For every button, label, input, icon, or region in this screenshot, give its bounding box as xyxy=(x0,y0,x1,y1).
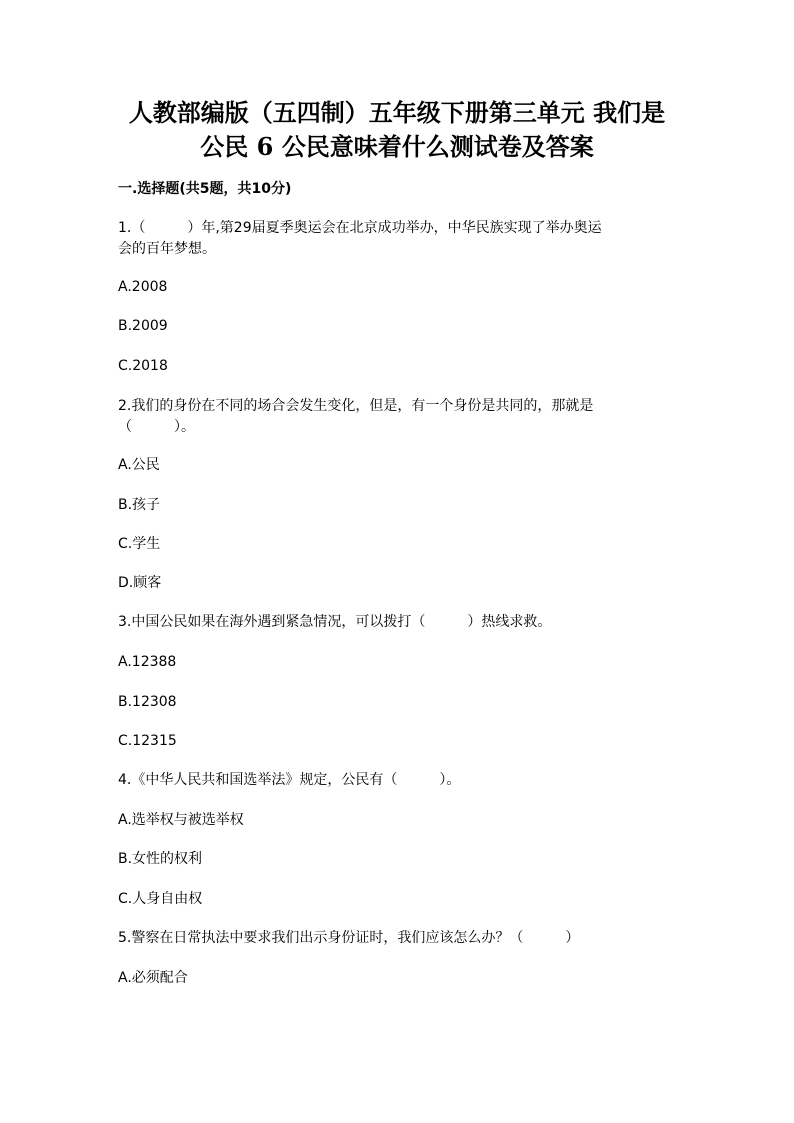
question-5-stem-line-1: 5.警察在日常执法中要求我们出示身份证时，我们应该怎么办？（ ） xyxy=(118,930,580,946)
question-2-option-c: C.学生 xyxy=(118,536,161,552)
question-2-option-d: D.顾客 xyxy=(118,575,162,591)
section-heading: 一.选择题(共5题，共10分) xyxy=(118,181,292,197)
question-1-option-a: A.2008 xyxy=(118,279,168,295)
question-2-stem-line-2: （ ）。 xyxy=(118,419,195,435)
question-1-stem-line-1: 1.（ ）年,第29届夏季奥运会在北京成功举办，中华民族实现了举办奥运 xyxy=(118,220,602,236)
question-4-option-b: B.女性的权利 xyxy=(118,851,203,867)
question-2-option-a: A.公民 xyxy=(118,457,160,473)
question-4-option-a: A.选举权与被选举权 xyxy=(118,812,244,828)
question-2-option-b: B.孩子 xyxy=(118,497,161,513)
question-3-stem-line-1: 3.中国公民如果在海外遇到紧急情况，可以拨打（ ）热线求救。 xyxy=(118,614,552,630)
page-title-line-2: 公民 6 公民意味着什么测试卷及答案 xyxy=(200,132,594,161)
question-3-option-c: C.12315 xyxy=(118,733,177,749)
question-3-option-b: B.12308 xyxy=(118,694,177,710)
page-title-line-1: 人教部编版（五四制）五年级下册第三单元 我们是 xyxy=(128,98,666,127)
question-1-stem-line-2: 会的百年梦想。 xyxy=(118,241,216,257)
question-1-option-c: C.2018 xyxy=(118,358,168,374)
question-3-option-a: A.12388 xyxy=(118,654,177,670)
question-2-stem-line-1: 2.我们的身份在不同的场合会发生变化，但是，有一个身份是共同的，那就是 xyxy=(118,398,594,414)
question-4-option-c: C.人身自由权 xyxy=(118,891,203,907)
question-1-option-b: B.2009 xyxy=(118,318,168,334)
question-5-option-a: A.必须配合 xyxy=(118,970,188,986)
question-4-stem-line-1: 4.《中华人民共和国选举法》规定，公民有（ ）。 xyxy=(118,772,461,788)
